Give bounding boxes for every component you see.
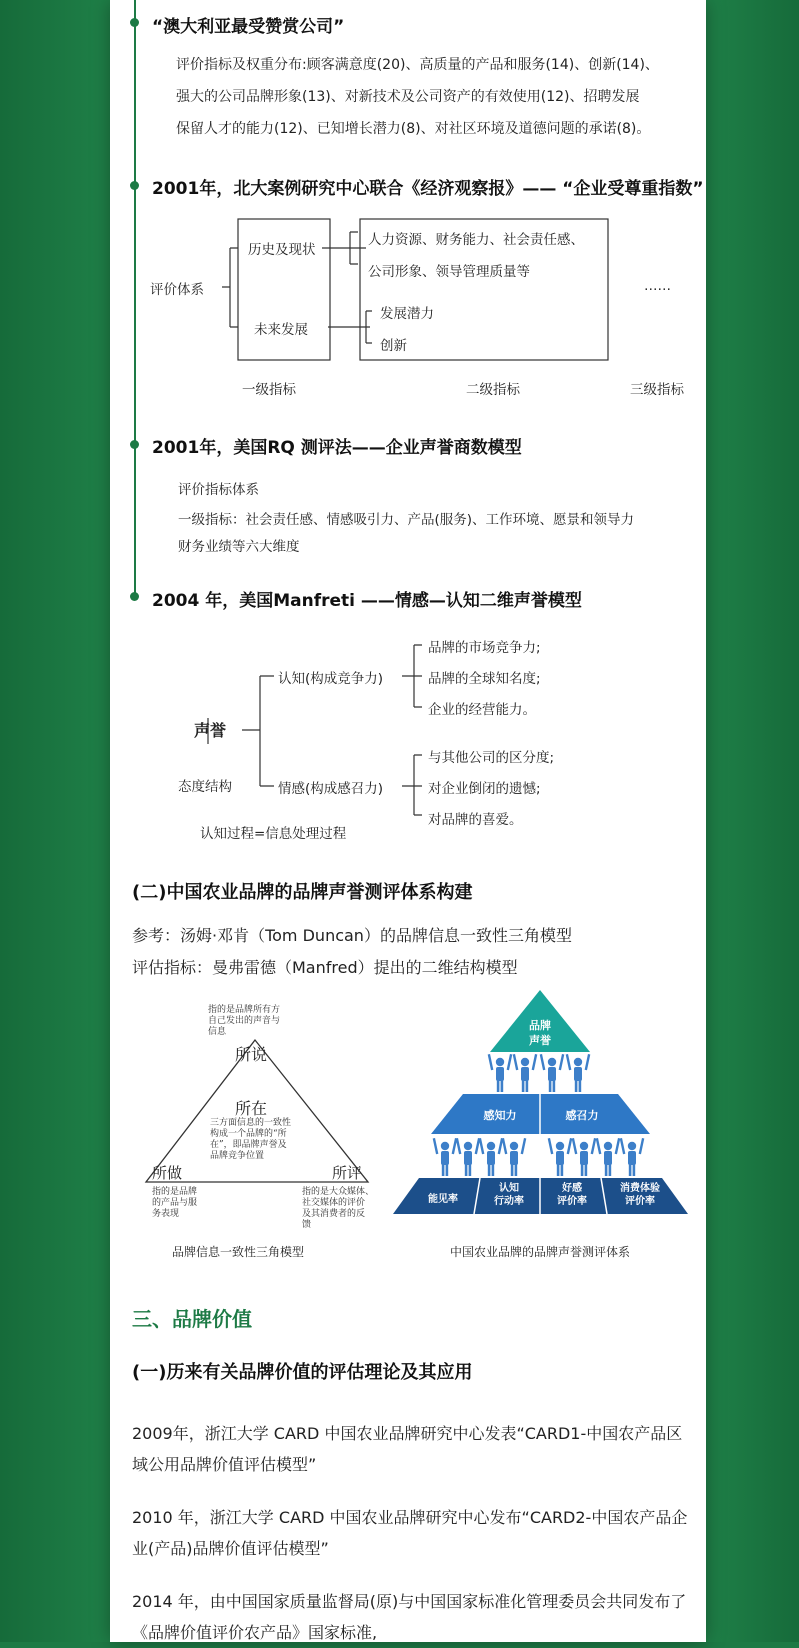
triangle-right-label: 所评 (332, 1164, 363, 1182)
diagram-note: 认知过程=信息处理过程 (200, 826, 347, 842)
triangle-top-label: 所说 (235, 1045, 268, 1064)
diagram-level1: 一级指标 (242, 382, 296, 398)
diagram-root: 评价体系 (150, 282, 204, 298)
diagram-future-item: 创新 (380, 338, 407, 354)
section-heading: (二)中国农业品牌的品牌声誉测评体系构建 (132, 882, 473, 903)
person-icon (479, 1138, 504, 1176)
body-paragraph: 2010 年，浙江大学 CARD 中国农业品牌研究中心发布“CARD2-中国农产品企业(产品)品牌价值评估模型” (132, 1508, 688, 1558)
document-page (110, 0, 706, 1642)
pyramid-mid-label-right: 感召力 (565, 1109, 599, 1122)
diagram-level2: 二级指标 (466, 382, 520, 398)
reference-line: 评估指标：曼弗雷德（Manfred）提出的二维结构模型 (132, 958, 518, 977)
item-line: 强大的公司品牌形象(13)、对新技术及公司资产的有效使用(12)、招聘发展 (176, 89, 640, 105)
subsection-heading: (一)历来有关品牌价值的评估理论及其应用 (132, 1362, 473, 1383)
item-line: 评价指标体系 (178, 482, 259, 498)
item-title: “澳大利亚最受赞赏公司” (152, 17, 345, 37)
body-paragraph: 2014 年，由中国国家质量监督局(原)与中国国家标准化管理委员会共同发布了《品牌价值评价农产品》国家标准, (132, 1592, 687, 1642)
diagram-history: 历史及现状 (248, 242, 316, 258)
item-title: 2001年，美国RQ 测评法——企业声誉商数模型 (152, 438, 522, 458)
pyramid-base-label: 消费体验 评价率 (620, 1183, 660, 1207)
person-icon (540, 1054, 565, 1092)
diagram-future-item: 发展潜力 (380, 306, 434, 322)
pyramid-top-label: 品牌 声誉 (529, 1019, 551, 1047)
diagram-future: 未来发展 (254, 322, 308, 338)
person-icon (456, 1138, 481, 1176)
person-icon (488, 1054, 513, 1092)
pyramid-mid-label-left: 感知力 (483, 1109, 517, 1122)
person-icon (513, 1054, 538, 1092)
person-icon (566, 1054, 591, 1092)
triangle-caption: 品牌信息一致性三角模型 (172, 1245, 305, 1259)
diagram-cognition-item: 企业的经营能力。 (428, 702, 536, 718)
triangle-center-note: 三方面信息的一致性 构成一个品牌的“所 在”，即品牌声誉及 品牌竞争位置 (210, 1118, 292, 1161)
item-line: 财务业绩等六大维度 (178, 539, 300, 555)
diagram-root: 声誉 (194, 721, 227, 740)
pyramid-base-label: 好感 评价率 (557, 1183, 587, 1207)
diagram-attitude: 态度结构 (178, 779, 232, 795)
diagram-history-item: 公司形象、领导管理质量等 (368, 264, 530, 280)
triangle-left-note: 指的是品牌 的产品与服 务表现 (152, 1187, 198, 1219)
diagram-cognition: 认知(构成竞争力) (278, 671, 384, 687)
item-line: 评价指标及权重分布:顾客满意度(20)、高质量的产品和服务(14)、创新(14)、 (176, 57, 659, 73)
diagram-emotion-item: 对品牌的喜爱。 (428, 812, 523, 828)
person-icon (620, 1138, 645, 1176)
triangle-left-label: 所做 (152, 1164, 183, 1182)
person-icon (572, 1138, 597, 1176)
diagram-cognition-item: 品牌的市场竞争力; (428, 640, 541, 656)
pyramid-caption: 中国农业品牌的品牌声誉测评体系 (450, 1245, 631, 1259)
item-line: 一级指标：社会责任感、情感吸引力、产品(服务)、工作环境、愿景和领导力 (178, 512, 635, 528)
item-title: 2001年，北大案例研究中心联合《经济观察报》—— “企业受尊重指数” (152, 179, 704, 199)
section-heading: 三、品牌价值 (132, 1307, 252, 1331)
person-icon (596, 1138, 621, 1176)
item-line: 保留人才的能力(12)、已知增长潜力(8)、对社区环境及道德问题的承诺(8)。 (176, 121, 651, 137)
background-left (0, 0, 110, 1642)
pyramid-graphic (110, 0, 706, 1230)
triangle-center-label: 所在 (235, 1099, 268, 1118)
diagram-emotion-item: 与其他公司的区分度; (428, 750, 555, 766)
diagram-emotion-item: 对企业倒闭的遗憾; (428, 781, 541, 797)
diagram-cognition-item: 品牌的全球知名度; (428, 671, 541, 687)
pyramid-base-label: 认知 行动率 (494, 1183, 524, 1207)
diagram-emotion: 情感(构成感召力) (278, 781, 384, 797)
pyramid-base-label: 能见率 (428, 1194, 458, 1205)
body-paragraph: 2009年，浙江大学 CARD 中国农业品牌研究中心发表“CARD1-中国农产品区域公用品牌价值评估模型” (132, 1424, 683, 1474)
person-icon (502, 1138, 527, 1176)
triangle-top-note: 指的是品牌所有方 自己发出的声音与 信息 (208, 1005, 281, 1037)
diagram-history-item: 人力资源、财务能力、社会责任感、 (368, 232, 584, 248)
person-icon (548, 1138, 573, 1176)
person-icon (433, 1138, 458, 1176)
item-title: 2004 年，美国Manfreti ——情感—认知二维声誉模型 (152, 591, 582, 611)
triangle-right-note: 指的是大众媒体、 社交媒体的评价 及其消费者的反 馈 (302, 1187, 375, 1230)
reference-line: 参考：汤姆·邓肯（Tom Duncan）的品牌信息一致性三角模型 (132, 926, 572, 945)
diagram-level3: 三级指标 (630, 382, 684, 398)
background-right (706, 0, 799, 1642)
diagram-ellipsis: …… (644, 278, 671, 294)
